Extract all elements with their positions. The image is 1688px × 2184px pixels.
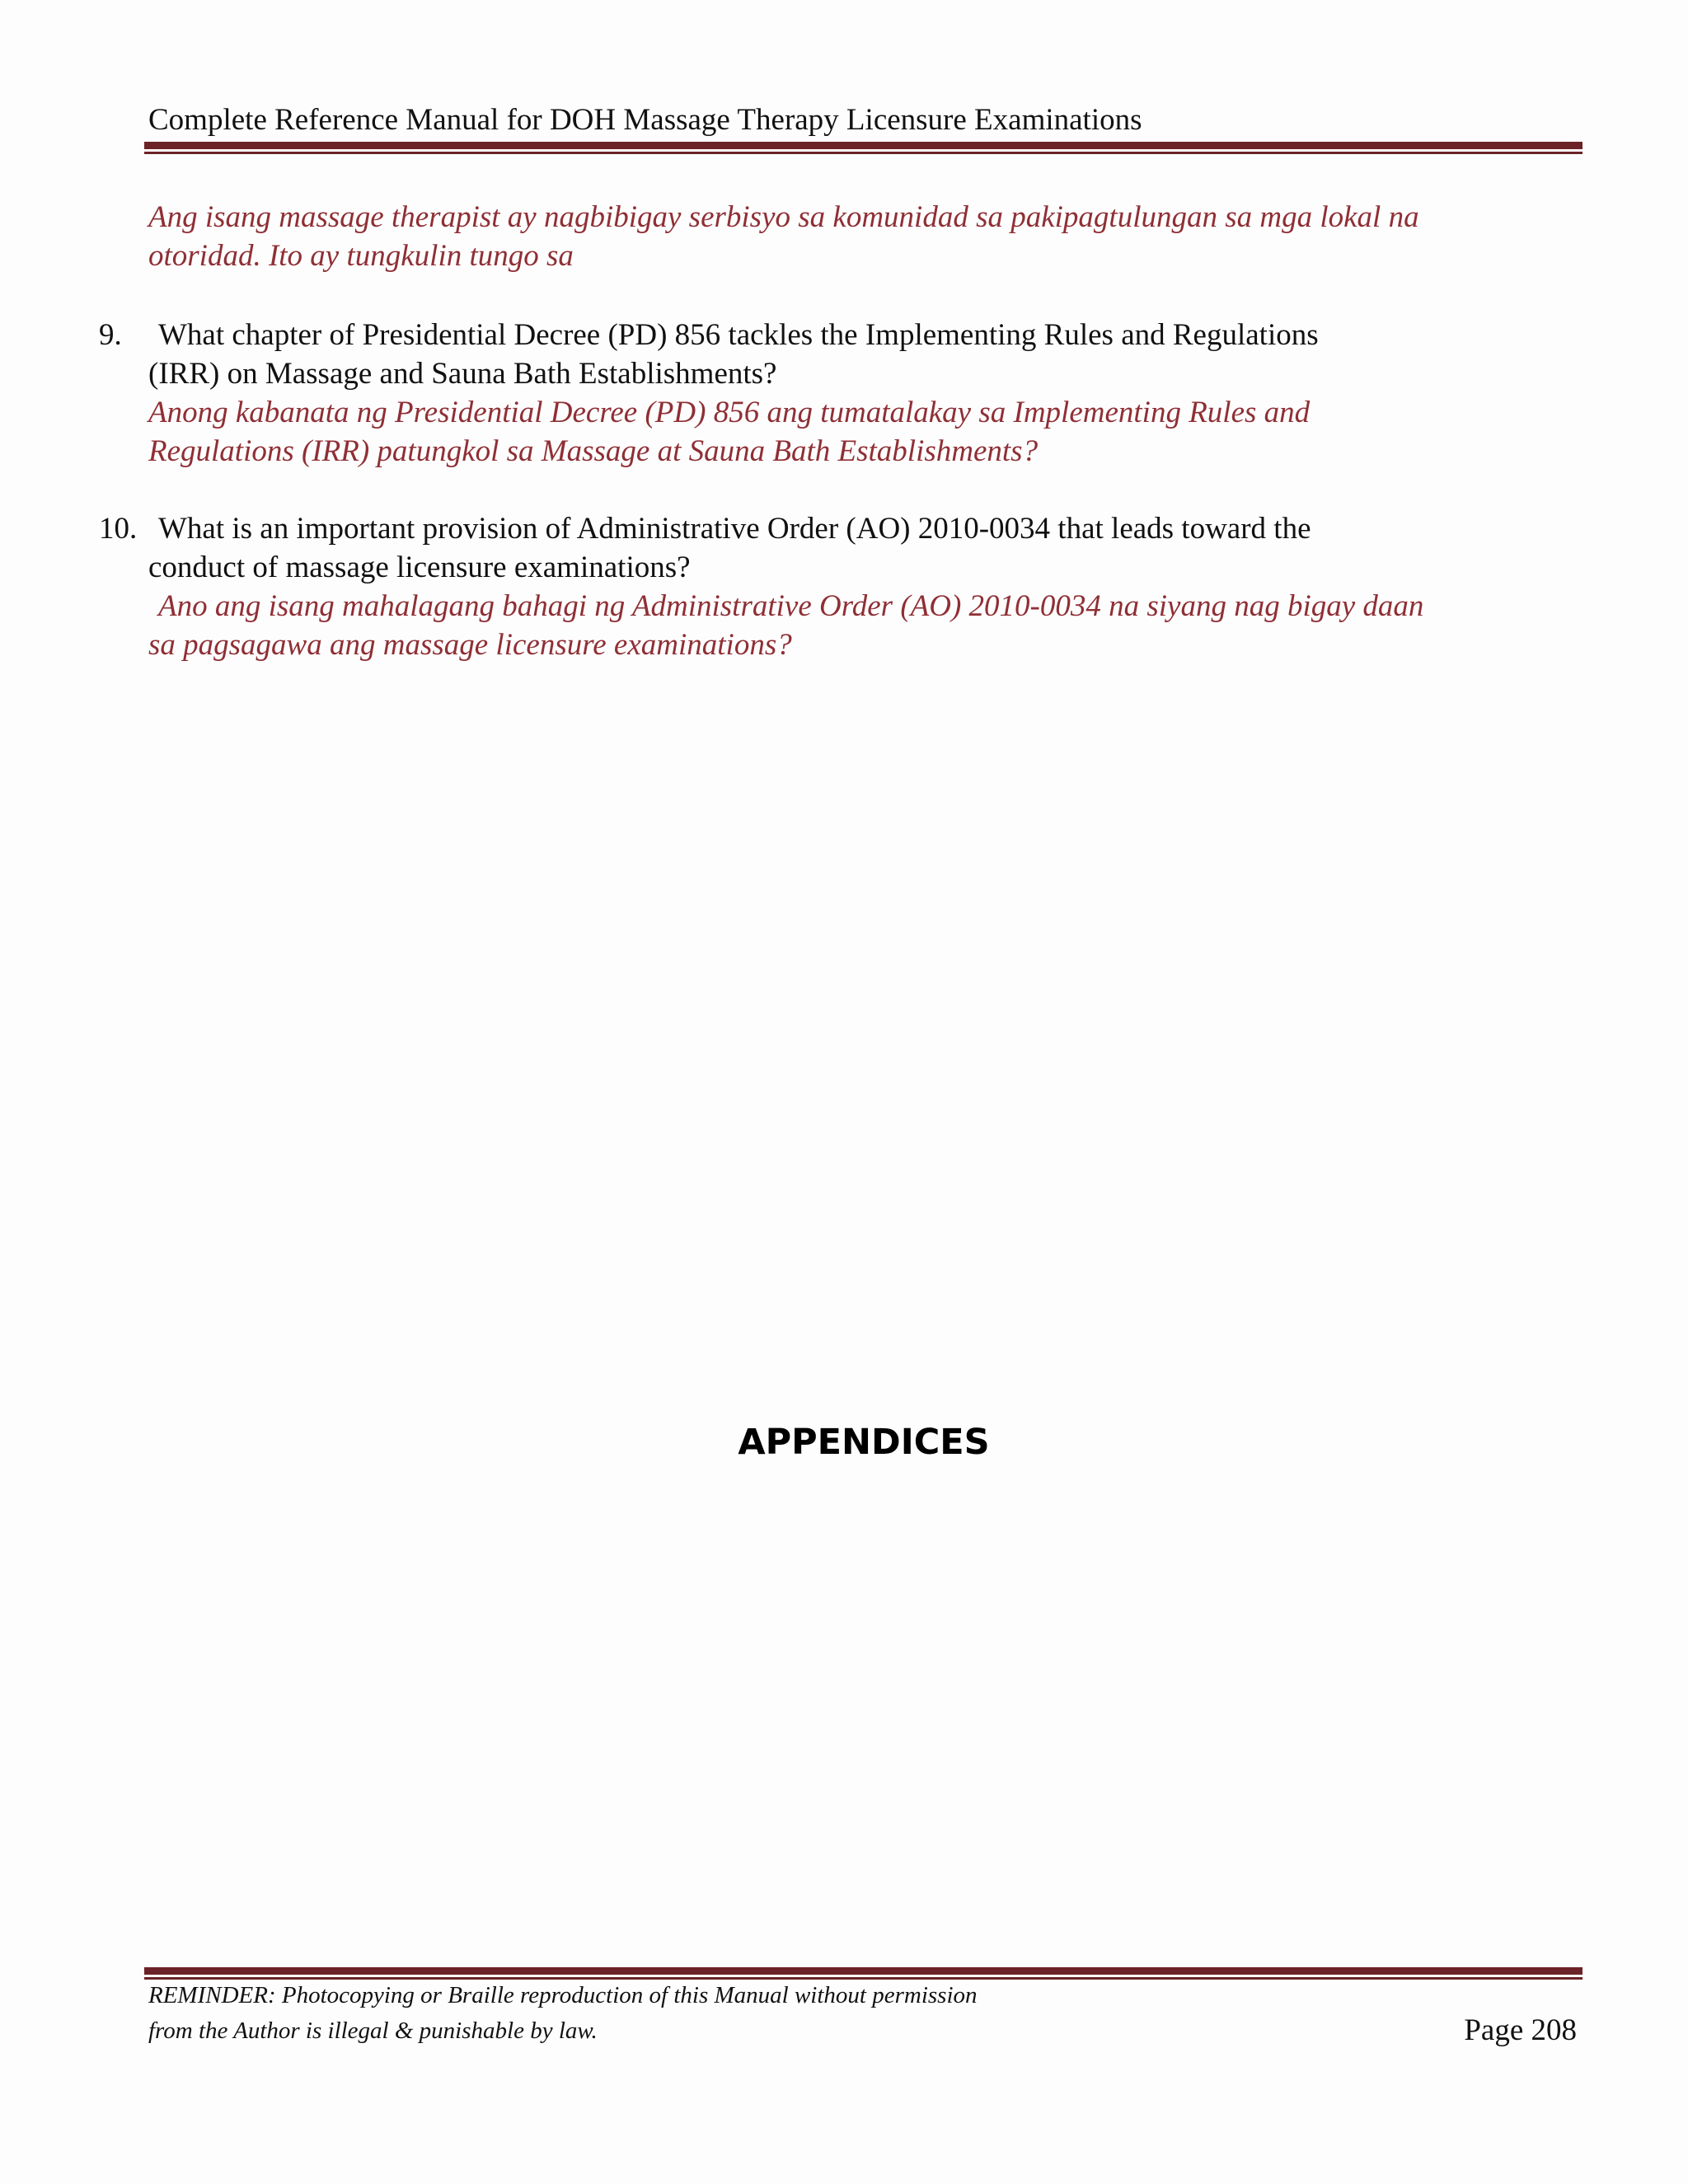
header-rule <box>144 142 1582 154</box>
question-number: 9. <box>99 318 122 352</box>
running-header-title: Complete Reference Manual for DOH Massage Therapy Licensure Examinations <box>148 103 1142 137</box>
footer-reminder-line-1: REMINDER: Photocopying or Braille reproduction of this Manual without permission <box>148 1982 978 2008</box>
question-number: 10. <box>99 512 138 546</box>
intro-translation-line-1: Ang isang massage therapist ay nagbibigay serbisyo sa komunidad sa pakipagtulungan sa mga lokal na <box>148 200 1419 234</box>
page-number: Page 208 <box>1464 2013 1577 2047</box>
footer-reminder <box>148 1978 978 2049</box>
intro-translation-line-2: otoridad. Ito ay tungkulin tungo sa <box>148 239 574 273</box>
question-filipino-line-2: sa pagsagawa ang massage licensure examinations? <box>148 628 792 662</box>
question-english-line-1: What is an important provision of Administrative Order (AO) 2010-0034 that leads toward the <box>158 512 1311 546</box>
question-10 <box>99 509 1582 664</box>
section-heading-appendices: APPENDICES <box>738 1422 990 1463</box>
question-filipino-line-2: Regulations (IRR) patungkol sa Massage at Sauna Bath Establishments? <box>148 434 1039 468</box>
question-english-line-2: (IRR) on Massage and Sauna Bath Establishments? <box>148 357 777 391</box>
question-filipino-line-1: Ano ang isang mahalagang bahagi ng Administrative Order (AO) 2010-0034 na siyang nag bigay daan <box>158 589 1424 623</box>
question-english-line-1: What chapter of Presidential Decree (PD) 856 tackles the Implementing Rules and Regulations <box>158 318 1319 352</box>
footer-reminder-line-2: from the Author is illegal & punishable by law. <box>148 2018 598 2044</box>
question-english-line-2: conduct of massage licensure examinations? <box>148 551 691 584</box>
question-filipino-line-1: Anong kabanata ng Presidential Decree (PD) 856 ang tumatalakay sa Implementing Rules and <box>148 396 1311 429</box>
intro-translation <box>148 198 1582 275</box>
question-9 <box>99 316 1582 471</box>
